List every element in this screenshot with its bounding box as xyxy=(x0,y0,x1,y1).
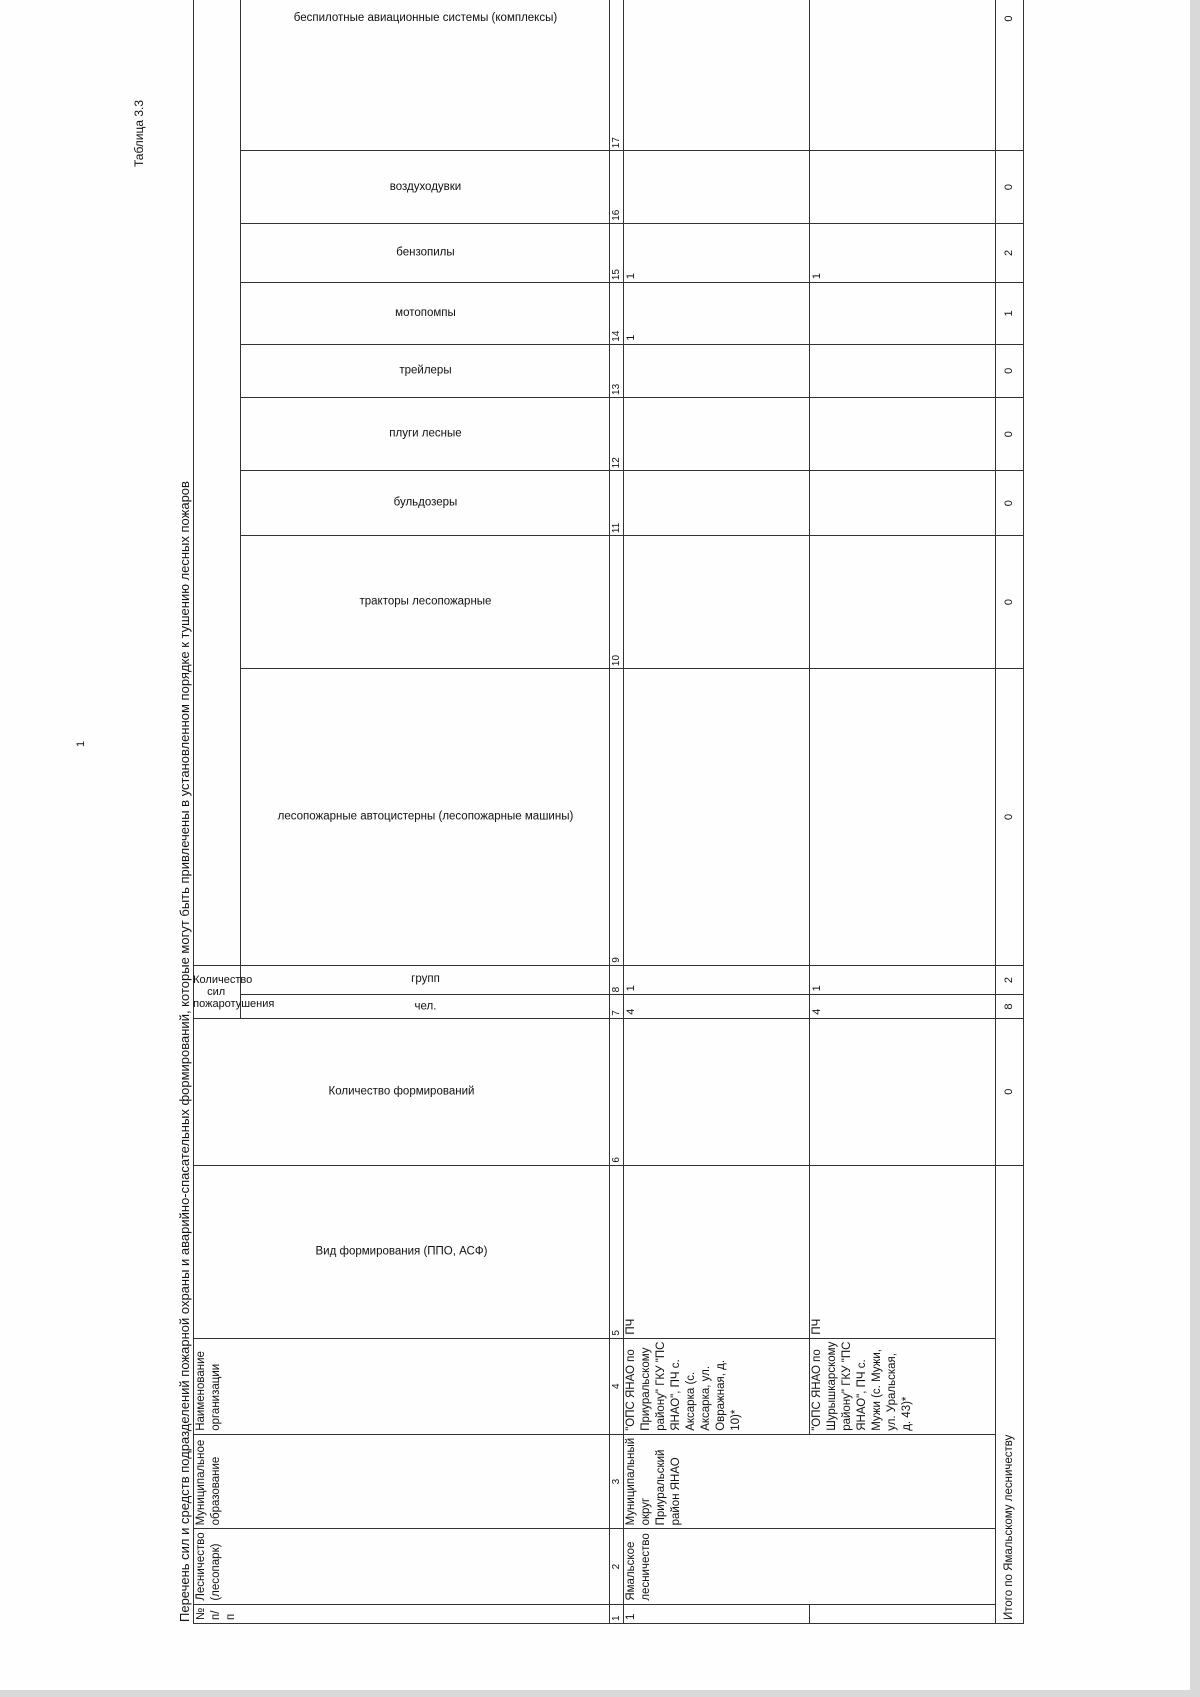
cell-chainsaws: 1 xyxy=(624,223,810,282)
col-number: 6 xyxy=(610,1018,624,1165)
cell-chainsaws: 1 xyxy=(810,223,996,282)
header-groups: групп xyxy=(241,965,610,995)
col-number: 7 xyxy=(610,995,624,1018)
col-number: 13 xyxy=(610,344,624,397)
header-col9: лесопожарные автоцистерны (лесопожарные машины) xyxy=(241,669,610,966)
col-number: 11 xyxy=(610,471,624,536)
cell xyxy=(624,0,810,151)
col-number: 14 xyxy=(610,283,624,345)
table-row xyxy=(624,0,810,1624)
rotated-document xyxy=(75,12,1016,1652)
total-cell: 2 xyxy=(996,965,1024,995)
total-label: Итого по Ямальскому лесничеству xyxy=(996,1165,1024,1623)
header-col12: плуги лесные xyxy=(241,397,610,470)
total-cell: 0 xyxy=(996,1018,1024,1165)
header-col10: тракторы лесопожарные xyxy=(241,536,610,669)
header-col11: бульдозеры xyxy=(241,471,610,536)
municipality-cell: Муниципальный округ Приуральский район ЯНАО xyxy=(624,1434,996,1529)
col-number: 17 xyxy=(610,0,624,151)
header-municipality: Муниципальное образование xyxy=(194,1434,610,1529)
total-cell: 8 xyxy=(996,995,1024,1018)
header-equipment-group xyxy=(194,0,241,965)
cell xyxy=(624,344,810,397)
cell xyxy=(624,397,810,470)
col-number: 4 xyxy=(610,1338,624,1434)
col-number: 16 xyxy=(610,151,624,224)
table-label: Таблица 3.3 xyxy=(132,99,146,167)
row-num xyxy=(810,1604,996,1623)
total-cell: 0 xyxy=(996,471,1024,536)
cell-groups: 1 xyxy=(810,965,996,995)
cell xyxy=(810,669,996,966)
total-cell: 1 xyxy=(996,283,1024,345)
cell xyxy=(810,1018,996,1165)
cell xyxy=(810,536,996,669)
table-row xyxy=(810,0,996,1624)
header-formation-type: Вид формирования (ППО, АСФ) xyxy=(194,1165,610,1338)
header-people: чел. xyxy=(241,995,610,1018)
col-number: 5 xyxy=(610,1165,624,1338)
col-number: 1 xyxy=(610,1604,624,1623)
type-cell: ПЧ xyxy=(624,1165,810,1338)
cell xyxy=(810,471,996,536)
header-col17: беспилотные авиационные системы (комплексы) xyxy=(241,0,610,151)
header-col16: воздуходувки xyxy=(241,151,610,224)
header-forces-group: Количество сил пожаротушения xyxy=(194,965,241,1018)
cell xyxy=(624,151,810,224)
cell-people: 4 xyxy=(810,995,996,1018)
total-cell: 0 xyxy=(996,536,1024,669)
cell-motor-pumps: 1 xyxy=(624,283,810,345)
header-organization: Наименование организации xyxy=(194,1338,610,1434)
header-num: № п/п xyxy=(194,1604,610,1623)
row-num: 1 xyxy=(624,1604,810,1623)
col-number: 9 xyxy=(610,669,624,966)
total-cell: 0 xyxy=(996,151,1024,224)
col-number: 2 xyxy=(610,1529,624,1604)
forestry-cell: Ямальское лесничество xyxy=(624,1529,996,1604)
col-number: 10 xyxy=(610,536,624,669)
cell xyxy=(624,471,810,536)
cell xyxy=(810,397,996,470)
page-number: 1 xyxy=(75,740,87,747)
cell xyxy=(624,536,810,669)
col-number: 12 xyxy=(610,397,624,470)
organization-cell: "ОПС ЯНАО по Шурышкарскому району" ГКУ "ПС ЯНАО", ПЧ с. Мужи (с. Мужи, ул. Уральская, д. 43)* xyxy=(810,1338,996,1434)
cell-people: 4 xyxy=(624,995,810,1018)
header-formation-count: Количество формирований xyxy=(194,1018,610,1165)
header-col15: бензопилы xyxy=(241,223,610,282)
forces-table xyxy=(193,0,1024,1624)
cell xyxy=(810,151,996,224)
cell xyxy=(810,344,996,397)
cell xyxy=(624,669,810,966)
cell-groups: 1 xyxy=(624,965,810,995)
organization-cell: "ОПС ЯНАО по Приуральскому району" ГКУ "ПС ЯНАО", ПЧ с. Аксарка (с. Аксарка, ул. Овражная, д. 10)* xyxy=(624,1338,810,1434)
total-row xyxy=(996,0,1024,1624)
total-cell: 0 xyxy=(996,397,1024,470)
cell xyxy=(810,0,996,151)
total-cell: 2 xyxy=(996,223,1024,282)
total-cell: 0 xyxy=(996,344,1024,397)
cell xyxy=(624,1018,810,1165)
header-forestry: Лесничество (лесопарк) xyxy=(194,1529,610,1604)
header-col13: трейлеры xyxy=(241,344,610,397)
col-number: 8 xyxy=(610,965,624,995)
column-number-row xyxy=(610,0,624,1624)
type-cell: ПЧ xyxy=(810,1165,996,1338)
header-col14: мотопомпы xyxy=(241,283,610,345)
cell xyxy=(810,283,996,345)
total-cell: 0 xyxy=(996,669,1024,966)
document-title: Перечень сил и средств подразделений пожарной охраны и аварийно-спасательных формирований, которые могут быть привлечены в установленном порядке к тушению лесных пожаров xyxy=(177,481,192,1622)
col-number: 3 xyxy=(610,1434,624,1529)
total-cell: 0 xyxy=(996,0,1024,151)
col-number: 15 xyxy=(610,223,624,282)
